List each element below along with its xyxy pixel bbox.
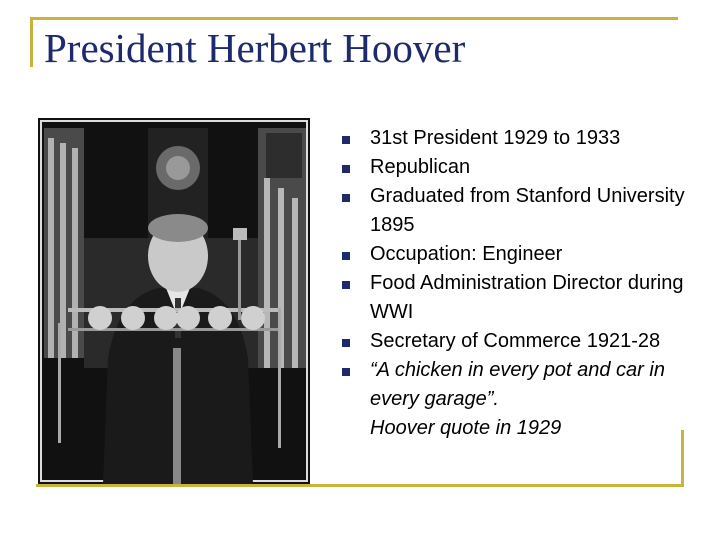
frame-bottom-line: [36, 484, 684, 487]
bullet-item: 31st President 1929 to 1933: [338, 124, 688, 153]
square-bullet-icon: [342, 252, 350, 260]
square-bullet-icon: [342, 136, 350, 144]
bullet-item-quote: “A chicken in every pot and car in every garage”. Hoover quote in 1929: [338, 356, 688, 443]
hoover-portrait-photo: [38, 118, 310, 484]
bullet-item: Occupation: Engineer: [338, 240, 688, 269]
square-bullet-icon: [342, 281, 350, 289]
bullet-item: Graduated from Stanford University 1895: [338, 182, 688, 240]
frame-top-line: [30, 17, 678, 20]
slide-title: President Herbert Hoover: [44, 25, 466, 71]
bullet-item: Secretary of Commerce 1921-28: [338, 327, 688, 356]
quote-attribution: Hoover quote in 1929: [370, 417, 562, 439]
square-bullet-icon: [342, 339, 350, 347]
bullet-item: Food Administration Director during WWI: [338, 269, 688, 327]
square-bullet-icon: [342, 368, 350, 376]
bullet-item: Republican: [338, 153, 688, 182]
frame-left-line: [30, 17, 33, 67]
bullet-list: [338, 124, 688, 443]
square-bullet-icon: [342, 165, 350, 173]
square-bullet-icon: [342, 194, 350, 202]
